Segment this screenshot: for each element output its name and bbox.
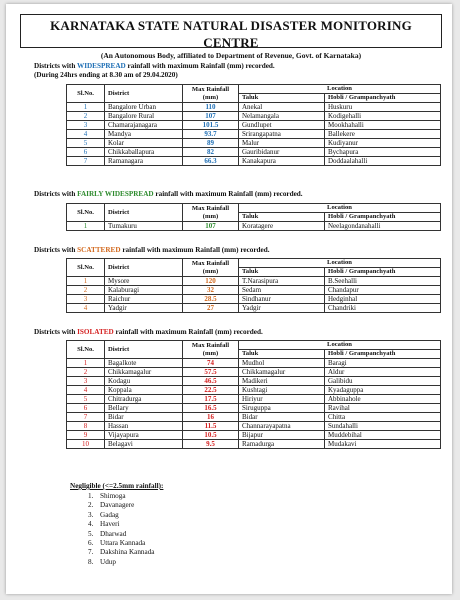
- row-max-rainfall: 74: [183, 359, 239, 368]
- col-header-hobli: Hobli / Grampanchyath: [325, 268, 441, 277]
- negligible-item-name: Haveri: [100, 520, 120, 529]
- row-district: Koppala: [105, 386, 183, 395]
- row-district: Bangalore Urban: [105, 103, 183, 112]
- row-hobli: Abbinahole: [325, 395, 441, 404]
- row-max-rainfall: 11.5: [183, 422, 239, 431]
- row-taluk: Ramadurga: [239, 440, 325, 449]
- col-header-taluk: Taluk: [239, 350, 325, 359]
- col-header-taluk: Taluk: [239, 94, 325, 103]
- negligible-item-number: 7.: [88, 548, 94, 557]
- col-header-max-rainfall: Max Rainfall (mm): [183, 204, 239, 222]
- col-header-max-rainfall: Max Rainfall (mm): [183, 259, 239, 277]
- col-header-location: Location: [239, 341, 441, 350]
- negligible-item: [88, 511, 155, 520]
- rainfall-table: [66, 84, 441, 166]
- row-district: Chikkaballapura: [105, 148, 183, 157]
- row-taluk: Mudhol: [239, 359, 325, 368]
- row-district: Belagavi: [105, 440, 183, 449]
- row-hobli: Bychapura: [325, 148, 441, 157]
- row-taluk: Chikkamagalur: [239, 368, 325, 377]
- row-max-rainfall: 93.7: [183, 130, 239, 139]
- row-slno: 10: [67, 440, 105, 449]
- row-hobli: B.Seehalli: [325, 277, 441, 286]
- col-header-location: Location: [239, 85, 441, 94]
- row-taluk: Koratagere: [239, 222, 325, 231]
- row-taluk: Siruguppa: [239, 404, 325, 413]
- col-header-district: District: [105, 204, 183, 222]
- negligible-item-name: Uttara Kannada: [100, 539, 146, 548]
- row-hobli: Chandapur: [325, 286, 441, 295]
- section-keyword: WIDESPREAD: [77, 62, 126, 70]
- row-slno: 4: [67, 386, 105, 395]
- row-hobli: Galibidu: [325, 377, 441, 386]
- table-row: [67, 157, 441, 166]
- negligible-item-number: 3.: [88, 510, 94, 519]
- rainfall-table: [66, 203, 441, 231]
- document-page: [6, 4, 452, 594]
- section-title: [34, 190, 303, 199]
- table-row: [67, 431, 441, 440]
- row-max-rainfall: 16.5: [183, 404, 239, 413]
- row-slno: 3: [67, 377, 105, 386]
- row-hobli: Baragi: [325, 359, 441, 368]
- row-district: Kodagu: [105, 377, 183, 386]
- section-title: [34, 246, 270, 255]
- negligible-item: [88, 558, 155, 567]
- row-max-rainfall: 17.5: [183, 395, 239, 404]
- row-taluk: Gundlupet: [239, 121, 325, 130]
- table-row: [67, 277, 441, 286]
- row-hobli: Ballekere: [325, 130, 441, 139]
- row-max-rainfall: 27: [183, 304, 239, 313]
- section-note: (During 24hrs ending at 8.30 am of 29.04.2020): [34, 71, 178, 79]
- row-slno: 4: [67, 130, 105, 139]
- section-keyword: FAIRLY WIDESPREAD: [77, 190, 154, 198]
- row-taluk: Bidar: [239, 413, 325, 422]
- row-taluk: Sedam: [239, 286, 325, 295]
- row-slno: 1: [67, 222, 105, 231]
- negligible-item: [88, 530, 155, 539]
- row-max-rainfall: 89: [183, 139, 239, 148]
- section-title-prefix: Districts with: [34, 62, 77, 70]
- row-taluk: T.Narasipura: [239, 277, 325, 286]
- row-max-rainfall: 110: [183, 103, 239, 112]
- row-district: Bellary: [105, 404, 183, 413]
- row-slno: 3: [67, 295, 105, 304]
- table-row: [67, 112, 441, 121]
- row-district: Chikkamagalur: [105, 368, 183, 377]
- row-max-rainfall: 107: [183, 112, 239, 121]
- row-district: Mysore: [105, 277, 183, 286]
- row-taluk: Sindhanur: [239, 295, 325, 304]
- table-row: [67, 295, 441, 304]
- negligible-item: [88, 492, 155, 501]
- row-hobli: Huskuru: [325, 103, 441, 112]
- negligible-item: [88, 539, 155, 548]
- row-hobli: Kyadaguppa: [325, 386, 441, 395]
- row-slno: 9: [67, 431, 105, 440]
- row-max-rainfall: 120: [183, 277, 239, 286]
- row-hobli: Aldur: [325, 368, 441, 377]
- section-title: [34, 62, 275, 80]
- row-taluk: Madikeri: [239, 377, 325, 386]
- table-row: [67, 103, 441, 112]
- row-taluk: Nelamangala: [239, 112, 325, 121]
- row-slno: 2: [67, 112, 105, 121]
- col-header-location: Location: [239, 259, 441, 268]
- table-row: [67, 222, 441, 231]
- page-title: KARNATAKA STATE NATURAL DISASTER MONITORING CENTRE: [50, 18, 412, 50]
- negligible-item-name: Udup: [100, 557, 116, 566]
- row-slno: 1: [67, 359, 105, 368]
- row-district: Bangalore Rural: [105, 112, 183, 121]
- row-hobli: Neelagondanahalli: [325, 222, 441, 231]
- table-row: [67, 422, 441, 431]
- col-header-hobli: Hobli / Grampanchyath: [325, 94, 441, 103]
- row-district: Raichur: [105, 295, 183, 304]
- rainfall-table: [66, 340, 441, 449]
- row-hobli: Mudakavi: [325, 440, 441, 449]
- rainfall-table: [66, 258, 441, 313]
- table-row: [67, 148, 441, 157]
- negligible-item: [88, 548, 155, 557]
- row-taluk: Kushtagi: [239, 386, 325, 395]
- row-slno: 8: [67, 422, 105, 431]
- row-taluk: Bijapur: [239, 431, 325, 440]
- col-header-location: Location: [239, 204, 441, 213]
- row-max-rainfall: 107: [183, 222, 239, 231]
- row-hobli: Muddebihal: [325, 431, 441, 440]
- row-taluk: Malur: [239, 139, 325, 148]
- table-row: [67, 404, 441, 413]
- row-district: Tumakuru: [105, 222, 183, 231]
- row-district: Bidar: [105, 413, 183, 422]
- col-header-district: District: [105, 85, 183, 103]
- negligible-item: [88, 501, 155, 510]
- negligible-item-name: Dharwad: [100, 529, 127, 538]
- negligible-item-name: Dakshina Kannada: [100, 548, 155, 557]
- row-district: Ramanagara: [105, 157, 183, 166]
- row-max-rainfall: 57.5: [183, 368, 239, 377]
- col-header-slno: Sl.No.: [67, 259, 105, 277]
- row-max-rainfall: 22.5: [183, 386, 239, 395]
- negligible-item-name: Shimoga: [100, 492, 126, 500]
- negligible-item-number: 1.: [88, 492, 94, 500]
- row-max-rainfall: 28.5: [183, 295, 239, 304]
- row-max-rainfall: 82: [183, 148, 239, 157]
- section-title: [34, 328, 263, 337]
- col-header-max-rainfall: Max Rainfall (mm): [183, 341, 239, 359]
- col-header-max-rainfall: Max Rainfall (mm): [183, 85, 239, 103]
- row-hobli: Chandriki: [325, 304, 441, 313]
- section-title-suffix: rainfall with maximum Rainfall (mm) recorded.: [153, 190, 303, 198]
- table-row: [67, 395, 441, 404]
- row-district: Chitradurga: [105, 395, 183, 404]
- row-max-rainfall: 9.5: [183, 440, 239, 449]
- negligible-item-number: 5.: [88, 529, 94, 538]
- row-slno: 5: [67, 395, 105, 404]
- row-slno: 6: [67, 148, 105, 157]
- row-slno: 4: [67, 304, 105, 313]
- row-district: Kolar: [105, 139, 183, 148]
- table-row: [67, 368, 441, 377]
- negligible-list: [88, 492, 155, 567]
- row-slno: 1: [67, 103, 105, 112]
- row-district: Kalaburagi: [105, 286, 183, 295]
- row-max-rainfall: 46.5: [183, 377, 239, 386]
- col-header-district: District: [105, 341, 183, 359]
- section-title-prefix: Districts with: [34, 246, 78, 254]
- row-hobli: Doddaalahalli: [325, 157, 441, 166]
- row-hobli: Ravihal: [325, 404, 441, 413]
- table-row: [67, 377, 441, 386]
- row-hobli: Hedginhal: [325, 295, 441, 304]
- row-district: Mandya: [105, 130, 183, 139]
- row-slno: 3: [67, 121, 105, 130]
- col-header-district: District: [105, 259, 183, 277]
- table-row: [67, 304, 441, 313]
- section-title-suffix: rainfall with maximum Rainfall (mm) recorded.: [113, 328, 263, 336]
- table-row: [67, 359, 441, 368]
- row-hobli: Kodigehalli: [325, 112, 441, 121]
- row-slno: 2: [67, 368, 105, 377]
- negligible-item-name: Davanagere: [100, 501, 135, 510]
- col-header-slno: Sl.No.: [67, 85, 105, 103]
- section-title-suffix: rainfall with maximum Rainfall (mm) recorded.: [120, 246, 270, 254]
- row-district: Vijayapura: [105, 431, 183, 440]
- section-keyword: SCATTERED: [77, 246, 121, 254]
- table-row: [67, 130, 441, 139]
- table-row: [67, 386, 441, 395]
- row-district: Yadgir: [105, 304, 183, 313]
- row-max-rainfall: 66.3: [183, 157, 239, 166]
- row-max-rainfall: 101.5: [183, 121, 239, 130]
- table-row: [67, 286, 441, 295]
- col-header-taluk: Taluk: [239, 213, 325, 222]
- row-district: Chamarajanagara: [105, 121, 183, 130]
- row-slno: 6: [67, 404, 105, 413]
- section-title-suffix: rainfall with maximum Rainfall (mm) recorded.: [125, 62, 275, 70]
- table-row: [67, 121, 441, 130]
- row-hobli: Chitta: [325, 413, 441, 422]
- col-header-slno: Sl.No.: [67, 204, 105, 222]
- section-title-prefix: Districts with: [34, 328, 78, 336]
- negligible-item-number: 8.: [88, 557, 94, 566]
- col-header-taluk: Taluk: [239, 268, 325, 277]
- row-taluk: Yadgir: [239, 304, 325, 313]
- row-district: Hassan: [105, 422, 183, 431]
- section-keyword: ISOLATED: [77, 328, 114, 336]
- table-row: [67, 413, 441, 422]
- row-taluk: Anekal: [239, 103, 325, 112]
- row-taluk: Gauribidanur: [239, 148, 325, 157]
- header-box: [20, 14, 442, 60]
- col-header-slno: Sl.No.: [67, 341, 105, 359]
- row-max-rainfall: 32: [183, 286, 239, 295]
- row-hobli: Mookhahalli: [325, 121, 441, 130]
- negligible-item: [88, 520, 155, 529]
- row-slno: 2: [67, 286, 105, 295]
- negligible-title: Negligible (<=2.5mm rainfall):: [70, 482, 164, 490]
- row-district: Bagalkote: [105, 359, 183, 368]
- negligible-item-name: Gadag: [100, 510, 119, 519]
- row-hobli: Sundahalli: [325, 422, 441, 431]
- row-max-rainfall: 10.5: [183, 431, 239, 440]
- negligible-item-number: 4.: [88, 520, 94, 529]
- col-header-hobli: Hobli / Grampanchyath: [325, 213, 441, 222]
- row-slno: 7: [67, 413, 105, 422]
- row-slno: 5: [67, 139, 105, 148]
- table-row: [67, 139, 441, 148]
- row-hobli: Kudiyanur: [325, 139, 441, 148]
- table-row: [67, 440, 441, 449]
- section-title-prefix: Districts with: [34, 190, 78, 198]
- negligible-item-number: 6.: [88, 539, 94, 548]
- row-taluk: Srirangapatna: [239, 130, 325, 139]
- row-slno: 1: [67, 277, 105, 286]
- row-taluk: Channarayapatna: [239, 422, 325, 431]
- row-slno: 7: [67, 157, 105, 166]
- row-max-rainfall: 16: [183, 413, 239, 422]
- page-subtitle: (An Autonomous Body, affiliated to Department of Revenue, Govt. of Karnataka): [100, 51, 362, 60]
- row-taluk: Hiriyur: [239, 395, 325, 404]
- row-taluk: Kanakapura: [239, 157, 325, 166]
- negligible-item-number: 2.: [88, 501, 94, 510]
- col-header-hobli: Hobli / Grampanchyath: [325, 350, 441, 359]
